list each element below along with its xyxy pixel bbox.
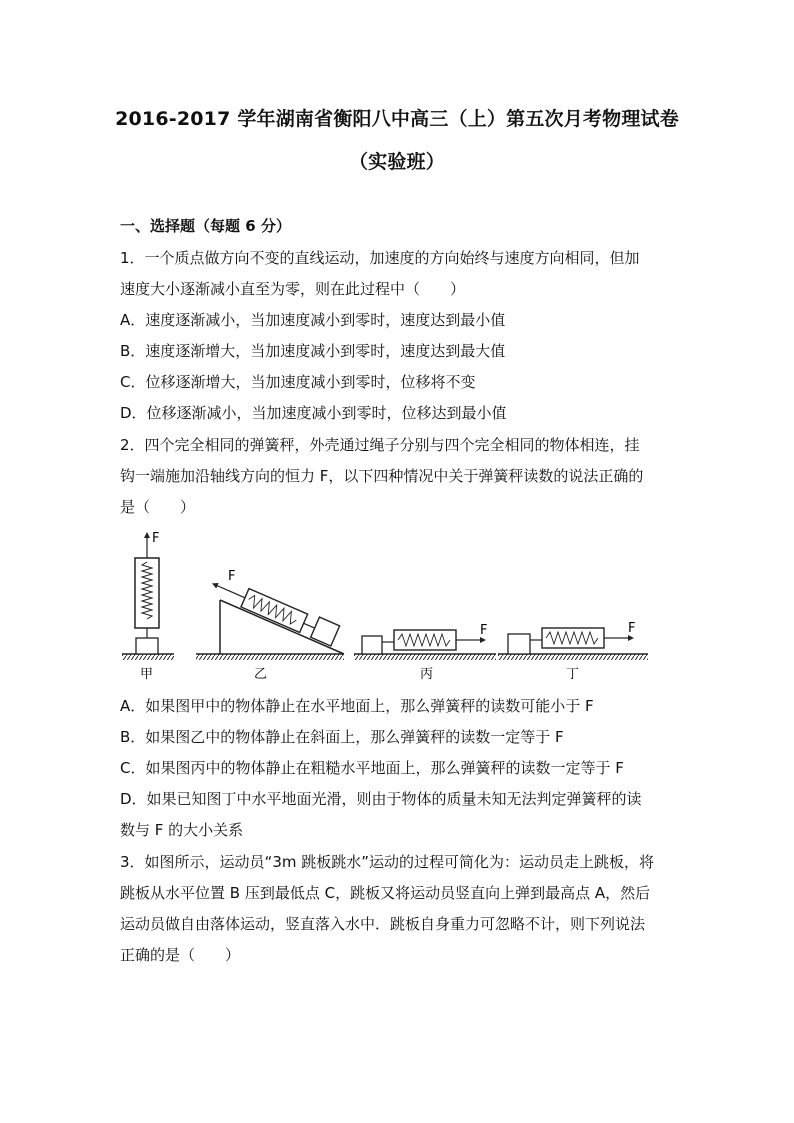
label-yi: 乙 [254, 667, 268, 682]
q2-stem-line1: 2．四个完全相同的弹簧秤，外壳通过绳子分别与四个完全相同的物体相连，挂 [120, 436, 640, 454]
force-label: F [480, 623, 488, 638]
q3-stem-line1: 3．如图所示，运动员“3m 跳板跳水”运动的过程可简化为：运动员走上跳板，将 [120, 853, 655, 871]
q2-option-b: B．如果图乙中的物体静止在斜面上，那么弹簧秤的读数一定等于 F [120, 728, 564, 746]
q2-option-d-line1: D．如果已知图丁中水平地面光滑，则由于物体的质量未知无法判定弹簧秤的读 [120, 790, 642, 808]
exam-subtitle: （实验班） [348, 151, 445, 173]
q2-stem-line2: 钩一端施加沿轴线方向的恒力 F，以下四种情况中关于弹簧秤读数的说法正确的 [120, 467, 644, 485]
label-bing: 丙 [420, 667, 434, 682]
q1-option-b: B．速度逐渐增大，当加速度减小到零时，速度达到最大值 [120, 342, 506, 360]
q1-stem-line1: 1．一个质点做方向不变的直线运动，加速度的方向始终与速度方向相同，但加 [120, 249, 640, 267]
force-label: F [152, 531, 160, 546]
force-label: F [628, 621, 636, 636]
q2-option-a: A．如果图甲中的物体静止在水平地面上，那么弹簧秤的读数可能小于 F [120, 697, 594, 715]
q2-stem-line3: 是（ ） [120, 498, 196, 516]
setup-ding [498, 621, 648, 682]
q1-stem-line2: 速度大小逐渐减小直至为零，则在此过程中（ ） [120, 280, 466, 298]
section-heading: 一、选择题（每题 6 分） [120, 217, 291, 235]
setup-yi [196, 569, 344, 682]
spring-scale-figure [118, 530, 658, 694]
force-label: F [228, 569, 236, 584]
exam-title: 2016-2017 学年湖南省衡阳八中高三（上）第五次月考物理试卷 [115, 108, 679, 130]
q2-option-d-line2: 数与 F 的大小关系 [120, 821, 244, 839]
label-jia: 甲 [140, 667, 154, 682]
setup-jia [122, 531, 174, 682]
label-ding: 丁 [566, 667, 580, 682]
q1-option-d: D．位移逐渐减小，当加速度减小到零时，位移达到最小值 [120, 404, 507, 422]
q2-option-c: C．如果图丙中的物体静止在粗糙水平地面上，那么弹簧秤的读数一定等于 F [120, 759, 624, 777]
q3-stem-line4: 正确的是（ ） [120, 946, 241, 964]
q1-option-c: C．位移逐渐增大，当加速度减小到零时，位移将不变 [120, 373, 476, 391]
q3-stem-line2: 跳板从水平位置 B 压到最低点 C，跳板又将运动员竖直向上弹到最高点 A，然后 [120, 884, 651, 902]
q3-stem-line3: 运动员做自由落体运动，竖直落入水中．跳板自身重力可忽略不计，则下列说法 [120, 915, 646, 933]
setup-bing [354, 623, 496, 682]
q1-option-a: A．速度逐渐减小，当加速度减小到零时，速度达到最小值 [120, 311, 506, 329]
